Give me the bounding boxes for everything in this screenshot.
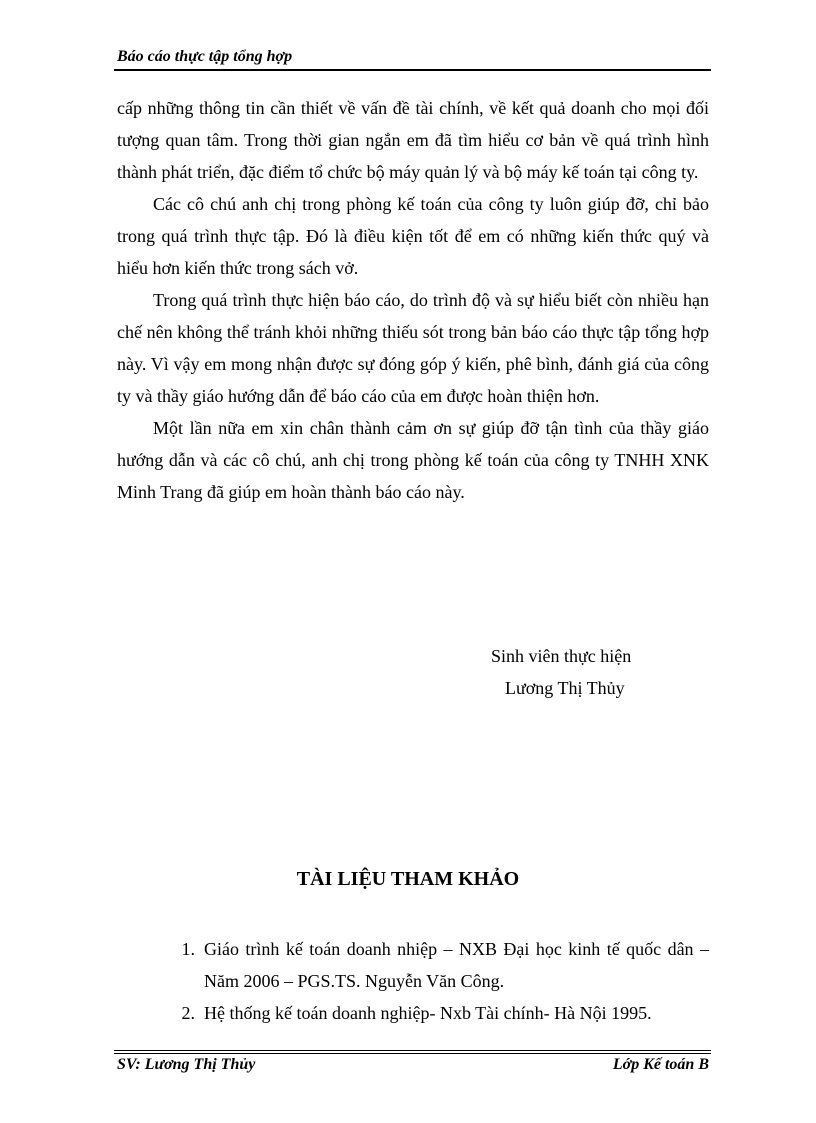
reference-item	[117, 997, 709, 1029]
header-divider	[114, 69, 711, 71]
reference-text: Hệ thống kế toán doanh nghiệp- Nxb Tài chính- Hà Nội 1995.	[204, 1003, 652, 1023]
paragraph: Một lần nữa em xin chân thành cảm ơn sự giúp đỡ tận tình của thầy giáo hướng dẫn và các cô chú, anh chị trong phòng kế toán của công ty TNHH XNK Minh Trang đã giúp em hoàn thành báo cáo này.	[117, 418, 709, 502]
signature-name: Lương Thị Thủy	[505, 678, 625, 698]
signature-role: Sinh viên thực hiện	[491, 646, 632, 666]
footer-class-name: Lớp Kế toán B	[612, 1056, 709, 1073]
reference-text: Giáo trình kế toán doanh nhiệp – NXB Đại học kinh tế quốc dân – Năm 2006 – PGS.TS. Nguyễn Văn Công.	[204, 939, 709, 991]
signature-block	[491, 640, 631, 704]
body-text	[117, 92, 709, 508]
paragraph: Trong quá trình thực hiện báo cáo, do trình độ và sự hiểu biết còn nhiều hạn chế nên không thể tránh khỏi những thiếu sót trong bản báo cáo thực tập tổng hợp này. Vì vậy em mong nhận được sự đóng góp ý kiến, phê bình, đánh giá của công ty và thầy giáo hướng dẫn để báo cáo của em được hoàn thiện hơn.	[117, 290, 709, 406]
running-header-title: Báo cáo thực tập tổng hợp	[117, 48, 293, 65]
paragraph: Các cô chú anh chị trong phòng kế toán của công ty luôn giúp đỡ, chỉ bảo trong quá trình thực tập. Đó là điều kiện tốt để em có những kiến thức quý và hiểu hơn kiến thức trong sách vở.	[117, 194, 709, 278]
references-list	[117, 933, 709, 1029]
paragraph: cấp những thông tin cần thiết về vấn đề tài chính, về kết quả doanh cho mọi đối tượng quan tâm. Trong thời gian ngắn em đã tìm hiểu cơ bản về quá trình hình thành phát triển, đặc điểm tổ chức bộ máy quản lý và bộ máy kế toán tại công ty.	[117, 98, 709, 182]
reference-item	[117, 933, 709, 997]
references-heading: TÀI LIỆU THAM KHẢO	[296, 868, 520, 890]
footer-divider-bottom	[114, 1053, 711, 1054]
reference-number: 2.	[181, 1003, 195, 1023]
footer-student-name: SV: Lương Thị Thủy	[117, 1056, 256, 1073]
reference-number: 1.	[181, 939, 195, 959]
footer-divider-top	[114, 1050, 711, 1051]
